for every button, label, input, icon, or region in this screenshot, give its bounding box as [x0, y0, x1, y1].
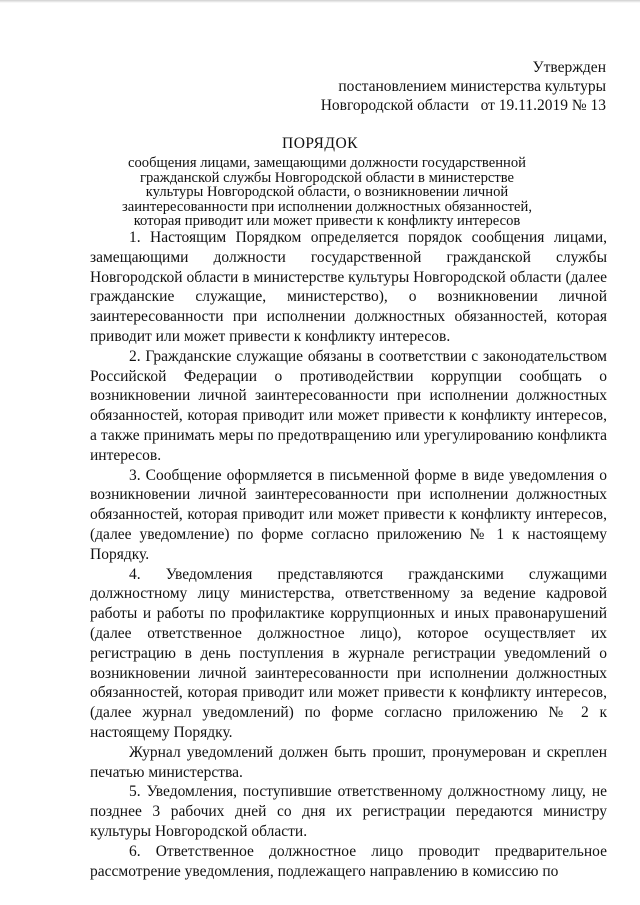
document-title: ПОРЯДОК — [282, 135, 358, 152]
approval-line-3: Новгородской области от 19.11.2019 № 13 — [320, 97, 606, 114]
approval-stamp — [321, 58, 606, 115]
paragraph-3: 3. Сообщение оформляется в письменной форме в виде уведомления о возникновении личной заинтересованности при исполнении должностных обязанностей, которая приводит или может привести к конфликту интересов, (далее уведомление) по форме согласно приложению № 1 к настоящему Порядку. — [90, 466, 607, 563]
paragraph-1: 1. Настоящим Порядком определяется порядок сообщения лицами, замещающими должности государственной гражданской службы Новгородской области в министерстве культуры Новгородской области (далее гражданские служащие, министерство), о возникновении личной заинтересованности при исполнении должностных обязанностей, которая приводит или может привести к конфликту интересов. — [90, 229, 607, 345]
paragraph-4: 4. Уведомления представляются гражданскими служащими должностному лицу министерства, ответственному за ведение кадровой работы и работы по профилактике коррупционных и иных правонарушений (далее ответственное должностное лицо), которое осуществляет их регистрацию в день поступления в журнале регистрации уведомлений о возникновении личной заинтересованности при исполнении должностных обязанностей, которая приводит или может привести к конфликту интересов, (далее журнал уведомлений) по форме согласно приложению № 2 к настоящему Порядку. — [90, 565, 607, 741]
approval-line-1: Утвержден — [532, 59, 606, 76]
document-body — [90, 228, 607, 881]
paragraph-6: 6. Ответственное должностное лицо проводит предварительное рассмотрение уведомления, подлежащего направлению в комиссию по — [90, 842, 607, 880]
paragraph-5: 5. Уведомления, поступившие ответственному должностному лицу, не позднее 3 рабочих дней со дня их регистрации передаются министру культуры Новгородской области. — [90, 783, 607, 840]
approval-line-2: постановлением министерства культуры — [338, 78, 606, 95]
paragraph-2: 2. Гражданские служащие обязаны в соответствии с законодательством Российской Федерации о противодействии коррупции сообщать о возникновении личной заинтересованности при исполнении должностных обязанностей, которая приводит или может привести к конфликту интересов, а также принимать меры по предотвращению или урегулированию конфликта интересов. — [90, 347, 607, 464]
scan-edge — [0, 0, 640, 3]
document-subtitle: сообщения лицами, замещающими должности государственной гражданской службы Новгородской области в министерстве культуры Новгородской области, о возникновении личной заинтересованности при исполнении должностных обязанностей, которая приводит или может привести к конфликту интересов — [122, 155, 532, 229]
paragraph-4-journal: Журнал уведомлений должен быть прошит, пронумерован и скреплен печатью министерства. — [90, 743, 607, 781]
